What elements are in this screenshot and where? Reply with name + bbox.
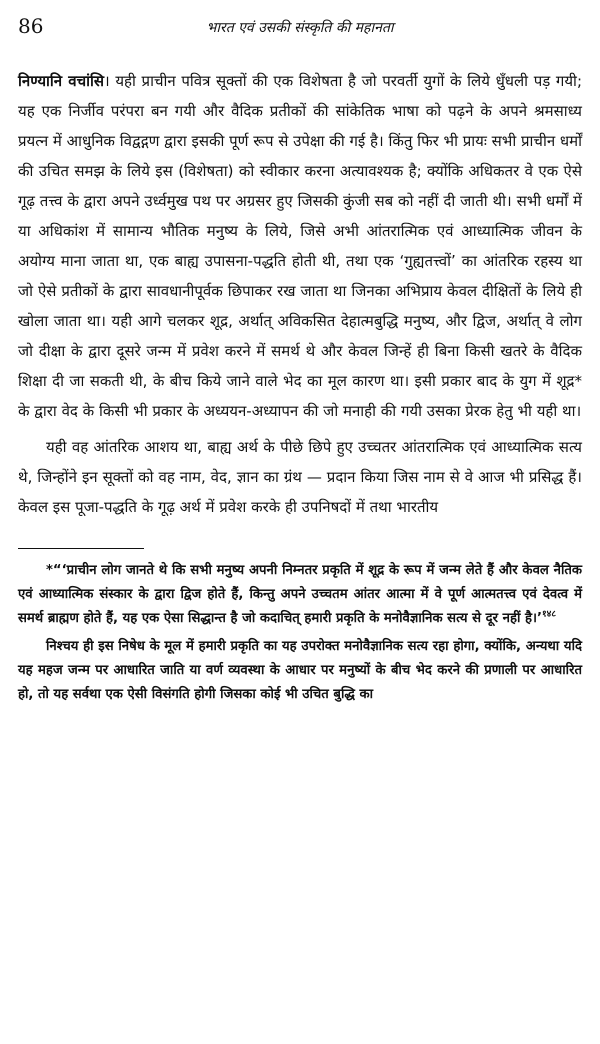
footnote-1-text: *“‘प्राचीन लोग जानते थे कि सभी मनुष्य अपनी निम्नतर प्रकृति में शूद्र के रूप में जन्म लेते हैं और केवल नैतिक एवं आध्यात्मिक संस्कार के द्वारा द्विज होते हैं, किन्तु अपने उच्चतम आंतर आत्मा में वे पूर्ण आत्मतत्त्व एवं देवत्व में समर्थ ब्राह्मण होते हैं, यह एक ऐसा सिद्धान्त है जो कदाचित् हमारी प्रकृति के मनोवैज्ञानिक सत्य से दूर नहीं है।’ xyxy=(18,563,582,626)
main-text xyxy=(18,66,582,522)
paragraph-1-text: । यही प्राचीन पवित्र सूक्तों की एक विशेषता है जो परवर्ती युगों के लिये धुँधली पड़ गयी; यह एक निर्जीव परंपरा बन गयी और वैदिक प्रतीकों की सांकेतिक भाषा को पढ़ने के अपने श्रमसाध्य प्रयत्न में आधुनिक विद्वद्गण द्वारा इसकी पूर्ण रूप से उपेक्षा की गई है। किंतु फिर भी प्रायः सभी प्राचीन धर्मों की उचित समझ के लिये इस (विशेषता) को स्वीकार करना अत्यावश्यक है; क्योंकि अधिकतर वे एक ऐसे गूढ़ तत्त्व के द्वारा अपने उर्ध्वमुख पथ पर अग्रसर हुए जिसकी कुंजी सब को नहीं दी जाती थी। सभी धर्मों में या अधिकांश में सामान्य भौतिक मनुष्य के लिये, जिसे अभी आंतरात्मिक एवं आध्यात्मिक जीवन के अयोग्य माना जाता था, एक बाह्य उपासना-पद्धति होती थी, तथा एक ‘गुह्यतत्त्वों’ का आंतरिक रहस्य था जो ऐसे प्रतीकों के द्वारा सावधानीपूर्वक छिपाकर रख जाता था जिनका अभिप्राय केवल दीक्षितों के लिये ही खोला जाता था। यही आगे चलकर शूद्र, अर्थात् अविकसित देहात्मबुद्धि मनुष्य, और द्विज, अर्थात् वे लोग जो दीक्षा के द्वारा दूसरे जन्म में प्रवेश करने में समर्थ थे और केवल जिन्हें ही बिना किसी खतरे के वैदिक शिक्षा दी जा सकती थी, के बीच किये जाने वाले भेद का मूल कारण था। इसी प्रकार बाद के युग में शूद्र* के द्वारा वेद के किसी भी प्रकार के अध्ययन-अध्यापन की जो मनाही की गयी उसका प्रेरक हेतु भी यही था। xyxy=(18,72,582,420)
page-number: 86 xyxy=(18,14,44,38)
running-title: भारत एवं उसकी संस्कृति की महानता xyxy=(206,20,394,36)
footnote-divider xyxy=(18,548,144,549)
footnote-2: निश्चय ही इस निषेध के मूल में हमारी प्रकृति का यह उपरोक्त मनोवैज्ञानिक सत्य रहा होगा, क्योंकि, अन्यथा यदि यह महज जन्म पर आधारित जाति या वर्ण व्यवस्था के आधार पर मनुष्यों के बीच भेद करने की प्रणाली पर आधारित हो, तो यह सर्वथा एक ऐसी विसंगति होगी जिसका कोई भी उचित बुद्धि का xyxy=(18,639,582,702)
paragraph-1 xyxy=(18,66,582,426)
running-header xyxy=(18,14,582,44)
footnote-1 xyxy=(18,559,582,631)
footnotes xyxy=(18,559,582,707)
paragraph-2: यही वह आंतरिक आशय था, बाह्य अर्थ के पीछे छिपे हुए उच्चतर आंतरात्मिक एवं आध्यात्मिक सत्य थे, जिन्होंने इन सूक्तों को वह नाम, वेद, ज्ञान का ग्रंथ — प्रदान किया जिस नाम से वे आज भी प्रसिद्ध हैं। केवल इस पूजा-पद्धति के गूढ़ अर्थ में प्रवेश करके ही उपनिषदों में तथा भारतीय xyxy=(18,438,582,516)
lead-term: निण्यानि वचांसि xyxy=(18,72,105,90)
footnote-reference-marker: १४८ xyxy=(542,609,557,620)
